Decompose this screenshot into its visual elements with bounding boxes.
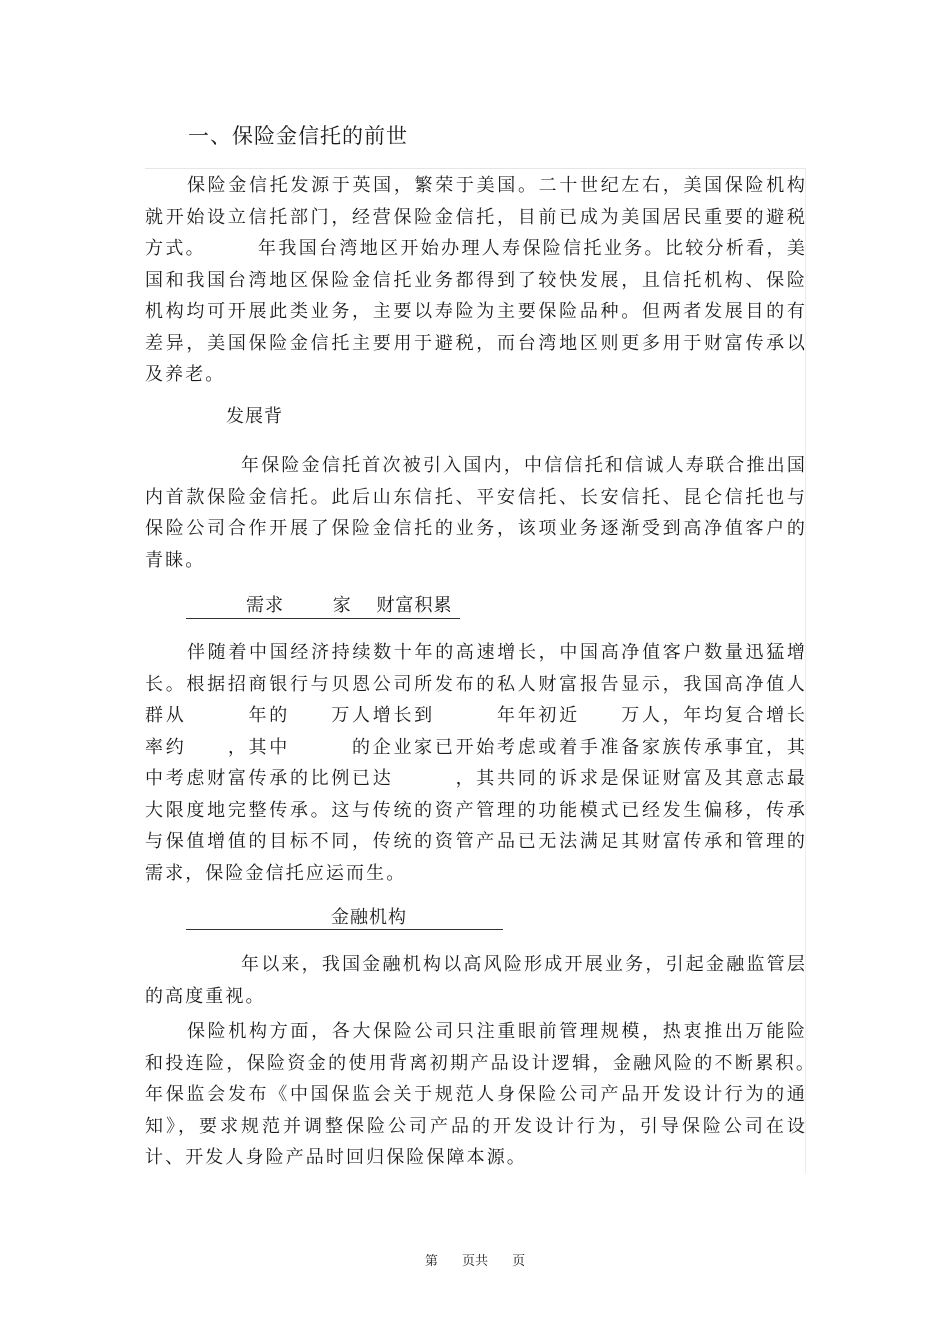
subheading-demand-part3: 财富积累 bbox=[376, 595, 453, 616]
paragraph-demand: 伴随着中国经济持续数十年的高速增长，中国高净值客户数量迅猛增长。根据招商银行与贝恩公司所发布的私人财富报告显示，我国高净值人群从 年的 万人增长到 年年初近 万人，年均复合增长率约 ，其中 的企业家已开始考虑或着手准备家族传承事宜，其中考虑财富传承的比例已达 ，其共同的诉求是保证财富及其意志最大限度地完整传承。这与传统的资产管理的功能模式已经发生偏移，传承与保值增值的目标不同，传统的资管产品已无法满足其财富传承和管理的需求，保险金信托应运而生。 bbox=[145, 642, 807, 884]
paragraph-introduction: 年保险金信托首次被引入国内，中信信托和信诚人寿联合推出国内首款保险金信托。此后山东信托、平安信托、长安信托、昆仑信托也与保险公司合作开展了保险金信托的业务，该项业务逐渐受到高净值客户的青睐。 bbox=[145, 455, 807, 571]
subheading-demand bbox=[246, 591, 456, 617]
footer-page-label: 第 bbox=[424, 1254, 438, 1269]
subheading-institutions-underline bbox=[186, 929, 503, 930]
subheading-background: 发展背 bbox=[226, 406, 283, 427]
section-heading: 一、保险金信托的前世 bbox=[188, 124, 408, 148]
paragraph-origin: 保险金信托发源于英国，繁荣于美国。二十世纪左右，美国保险机构就开始设立信托部门，经营保险金信托，目前已成为美国居民重要的避税方式。 年我国台湾地区开始办理人寿保险信托业务。比较分析看，美国和我国台湾地区保险金信托业务都得到了较快发展，且信托机构、保险机构均可开展此类业务，主要以寿险为主要保险品种。但两者发展目的有差异，美国保险金信托主要用于避税，而台湾地区则更多用于财富传承以及养老。 bbox=[145, 175, 807, 385]
subheading-demand-part2: 家 bbox=[332, 595, 352, 616]
paragraph-insurance-institutions: 保险机构方面，各大保险公司只注重眼前管理规模，热衷推出万能险和投连险，保险资金的使用背离初期产品设计逻辑，金融风险的不断累积。 年保监会发布《中国保监会关于规范人身保险公司产品开发设计行为的通知》，要求规范并调整保险公司产品的开发设计行为，引导保险公司在设计、开发人身险产品时回归保险保障本源。 bbox=[145, 1021, 868, 1168]
page-footer bbox=[0, 1250, 950, 1269]
footer-page-of: 页共 bbox=[461, 1254, 488, 1269]
subheading-demand-part1: 需求 bbox=[246, 595, 284, 616]
paragraph-regulation: 年以来，我国金融机构以高风险形成开展业务，引起金融监管层的高度重视。 bbox=[145, 954, 807, 1007]
subheading-demand-underline bbox=[186, 618, 460, 619]
top-divider bbox=[145, 168, 805, 169]
footer-pages-label: 页 bbox=[512, 1254, 526, 1269]
subheading-institutions: 金融机构 bbox=[331, 907, 407, 928]
